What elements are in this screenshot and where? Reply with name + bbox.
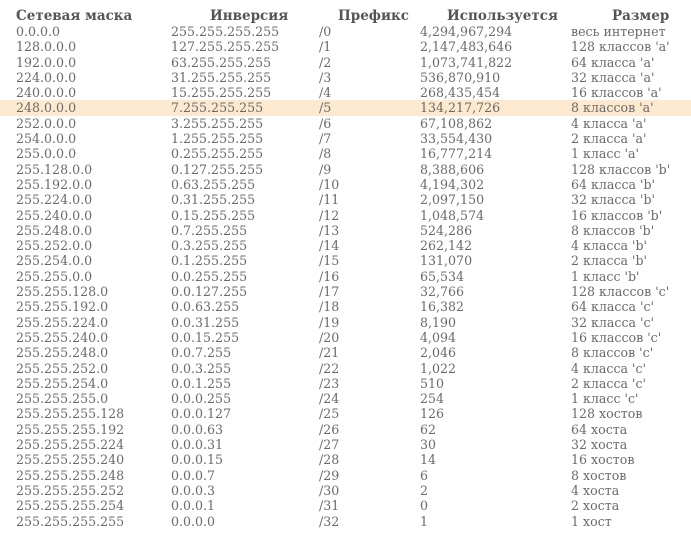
cell-used: 8,190 xyxy=(420,314,457,330)
table-row xyxy=(0,24,691,39)
cell-netmask: 255.248.0.0 xyxy=(16,222,93,238)
cell-prefix: /25 xyxy=(319,406,340,422)
cell-prefix: /9 xyxy=(319,161,332,177)
cell-used: 33,554,430 xyxy=(420,131,493,147)
table-body xyxy=(0,24,691,529)
cell-used: 1,022 xyxy=(420,360,457,376)
cell-used: 2,147,483,646 xyxy=(420,39,513,55)
table-row xyxy=(0,70,691,85)
cell-inversion: 0.3.255.255 xyxy=(171,238,248,254)
cell-used: 254 xyxy=(420,391,445,407)
cell-size: 4 хоста xyxy=(571,482,620,498)
cell-inversion: 0.1.255.255 xyxy=(171,253,248,269)
cell-inversion: 15.255.255.255 xyxy=(171,85,272,101)
cell-netmask: 128.0.0.0 xyxy=(16,39,77,55)
cell-used: 1,073,741,822 xyxy=(420,54,513,70)
cell-netmask: 224.0.0.0 xyxy=(16,69,77,85)
cell-prefix: /19 xyxy=(319,314,340,330)
cell-netmask: 255.255.192.0 xyxy=(16,299,109,315)
cell-prefix: /22 xyxy=(319,360,340,376)
cell-inversion: 0.0.31.255 xyxy=(171,314,240,330)
cell-used: 62 xyxy=(420,421,437,437)
table-row xyxy=(0,437,691,452)
cell-prefix: /1 xyxy=(319,39,332,55)
cell-inversion: 3.255.255.255 xyxy=(171,115,264,131)
cell-inversion: 0.127.255.255 xyxy=(171,161,264,177)
cell-netmask: 255.255.255.240 xyxy=(16,452,125,468)
table-row xyxy=(0,376,691,391)
cell-used: 32,766 xyxy=(420,284,465,300)
cell-used: 4,094 xyxy=(420,329,457,345)
cell-size: 8 классов 'a' xyxy=(569,100,691,115)
cell-used: 2 xyxy=(420,482,429,498)
cell-prefix: /30 xyxy=(319,482,340,498)
cell-size: 4 класса 'b' xyxy=(571,238,647,254)
table-row xyxy=(0,452,691,467)
cell-used: 4,194,302 xyxy=(420,176,485,192)
table-row xyxy=(0,406,691,421)
cell-inversion: 0.0.127.255 xyxy=(171,284,248,300)
cell-netmask: 255.255.255.252 xyxy=(16,482,125,498)
cell-netmask: 255.255.255.248 xyxy=(16,467,125,483)
table-row xyxy=(0,483,691,498)
cell-size: 4 класса 'c' xyxy=(571,360,646,376)
cell-inversion: 0.0.0.3 xyxy=(171,482,216,498)
cell-inversion: 0.0.0.15 xyxy=(171,452,224,468)
cell-size: 64 класса 'b' xyxy=(571,176,656,192)
cell-used: 8,388,606 xyxy=(420,161,485,177)
cell-netmask: 255.255.128.0 xyxy=(16,284,109,300)
cell-used: 536,870,910 xyxy=(420,69,501,85)
cell-prefix: /21 xyxy=(319,345,340,361)
cell-inversion: 31.255.255.255 xyxy=(171,69,272,85)
cell-prefix: /16 xyxy=(319,268,340,284)
cell-inversion: 0.0.0.63 xyxy=(171,421,224,437)
cell-used: 65,534 xyxy=(420,268,465,284)
cell-prefix: /20 xyxy=(319,329,340,345)
cell-prefix: /6 xyxy=(319,115,332,131)
cell-used: 4,294,967,294 xyxy=(420,24,513,39)
cell-inversion: 0.255.255.255 xyxy=(171,146,264,162)
cell-used: 134,217,726 xyxy=(420,100,569,115)
cell-size: 8 классов 'c' xyxy=(571,345,654,361)
cell-size: 2 класса 'a' xyxy=(571,131,647,147)
cell-size: 64 хоста xyxy=(571,421,628,437)
table-row xyxy=(0,55,691,70)
cell-size: 128 классов 'c' xyxy=(571,284,670,300)
cell-size: 2 класса 'b' xyxy=(571,253,647,269)
cell-used: 126 xyxy=(420,406,445,422)
column-header-inversion: Инверсия xyxy=(210,8,289,24)
cell-netmask: 255.255.248.0 xyxy=(16,345,109,361)
cell-netmask: 255.255.254.0 xyxy=(16,375,109,391)
cell-prefix: /2 xyxy=(319,54,332,70)
cell-size: 1 класс 'b' xyxy=(571,268,640,284)
header-row xyxy=(0,0,691,24)
cell-used: 14 xyxy=(420,452,437,468)
cell-prefix: /18 xyxy=(319,299,340,315)
cell-size: 16 хостов xyxy=(571,452,635,468)
cell-prefix: /24 xyxy=(319,391,340,407)
cell-size: весь интернет xyxy=(571,24,666,39)
cell-netmask: 0.0.0.0 xyxy=(16,24,61,39)
cell-netmask: 192.0.0.0 xyxy=(16,54,77,70)
table-row xyxy=(0,192,691,207)
cell-prefix: /26 xyxy=(319,421,340,437)
cell-inversion: 1.255.255.255 xyxy=(171,131,264,147)
cell-netmask: 252.0.0.0 xyxy=(16,115,77,131)
cell-prefix: /0 xyxy=(319,24,332,39)
table-row xyxy=(0,116,691,131)
cell-size: 128 классов 'a' xyxy=(571,39,670,55)
table-row xyxy=(0,238,691,253)
cell-inversion: 0.0.255.255 xyxy=(171,268,248,284)
table-row xyxy=(0,422,691,437)
cell-inversion: 255.255.255.255 xyxy=(171,24,280,39)
cell-netmask: 255.252.0.0 xyxy=(16,238,93,254)
cell-size: 16 классов 'a' xyxy=(571,85,662,101)
cell-netmask: 255.254.0.0 xyxy=(16,253,93,269)
cell-inversion: 0.0.63.255 xyxy=(171,299,240,315)
table-row xyxy=(0,468,691,483)
cell-netmask: 255.255.224.0 xyxy=(16,314,109,330)
cell-size: 2 хоста xyxy=(571,498,620,514)
cell-netmask: 255.255.255.254 xyxy=(16,498,125,514)
cell-size: 8 классов 'b' xyxy=(571,222,655,238)
cell-prefix: /8 xyxy=(319,146,332,162)
cell-netmask: 255.255.240.0 xyxy=(16,329,109,345)
cell-prefix: /28 xyxy=(319,452,340,468)
cell-prefix: /10 xyxy=(319,176,340,192)
cell-size: 16 классов 'b' xyxy=(571,207,663,223)
cell-used: 16,777,214 xyxy=(420,146,493,162)
table-row xyxy=(0,315,691,330)
table-row xyxy=(0,131,691,146)
table-row xyxy=(0,284,691,299)
cell-netmask: 255.255.255.255 xyxy=(16,513,125,529)
table-row xyxy=(0,391,691,406)
cell-size: 32 класса 'b' xyxy=(571,192,656,208)
cell-prefix: /32 xyxy=(319,513,340,529)
table-row xyxy=(0,361,691,376)
cell-inversion: 0.0.0.0 xyxy=(171,513,216,529)
table-row xyxy=(0,146,691,161)
cell-inversion: 0.0.0.31 xyxy=(171,437,224,453)
cell-used: 6 xyxy=(420,467,429,483)
table-row xyxy=(0,39,691,54)
cell-prefix: /4 xyxy=(319,85,332,101)
cell-netmask: 255.255.252.0 xyxy=(16,360,109,376)
cell-used: 1 xyxy=(420,513,429,529)
column-header-used: Используется xyxy=(447,8,558,24)
cell-inversion: 63.255.255.255 xyxy=(171,54,272,70)
cell-used: 30 xyxy=(420,437,437,453)
cell-size: 8 хостов xyxy=(571,467,627,483)
cell-prefix: /17 xyxy=(319,284,340,300)
cell-used: 131,070 xyxy=(420,253,473,269)
cell-netmask: 255.0.0.0 xyxy=(16,146,77,162)
cell-prefix: /23 xyxy=(319,375,340,391)
cell-used: 1,048,574 xyxy=(420,207,485,223)
cell-inversion: 0.0.15.255 xyxy=(171,329,240,345)
cell-netmask: 240.0.0.0 xyxy=(16,85,77,101)
cell-netmask: 255.224.0.0 xyxy=(16,192,93,208)
cell-netmask: 255.240.0.0 xyxy=(16,207,93,223)
cell-size: 128 хостов xyxy=(571,406,643,422)
cell-size: 32 хоста xyxy=(571,437,628,453)
cell-size: 2 класса 'c' xyxy=(571,375,646,391)
cell-inversion: 0.0.3.255 xyxy=(171,360,232,376)
column-header-netmask: Сетевая маска xyxy=(16,8,133,24)
cell-used: 510 xyxy=(420,375,445,391)
table-row xyxy=(0,253,691,268)
cell-size: 1 класс 'a' xyxy=(571,146,639,162)
cell-size: 128 классов 'b' xyxy=(571,161,671,177)
cell-netmask: 255.255.255.0 xyxy=(16,391,109,407)
cell-prefix: /13 xyxy=(319,222,340,238)
cell-netmask: 255.255.255.192 xyxy=(16,421,125,437)
cell-prefix: /7 xyxy=(319,131,332,147)
cell-inversion: 0.0.0.7 xyxy=(171,467,216,483)
cell-prefix: /29 xyxy=(319,467,340,483)
cell-prefix: /31 xyxy=(319,498,340,514)
cell-inversion: 0.0.0.127 xyxy=(171,406,232,422)
cell-inversion: 7.255.255.255 xyxy=(171,100,319,115)
cell-prefix: /11 xyxy=(319,192,340,208)
table-row xyxy=(0,514,691,529)
cell-prefix: /5 xyxy=(319,100,420,115)
table-row xyxy=(0,498,691,513)
table-row xyxy=(0,177,691,192)
cell-size: 4 класса 'a' xyxy=(571,115,647,131)
cell-size: 32 класса 'c' xyxy=(571,314,655,330)
cell-prefix: /12 xyxy=(319,207,340,223)
cell-used: 524,286 xyxy=(420,222,473,238)
cell-inversion: 0.31.255.255 xyxy=(171,192,256,208)
cell-used: 2,046 xyxy=(420,345,457,361)
cell-size: 16 классов 'c' xyxy=(571,329,662,345)
cell-prefix: /14 xyxy=(319,238,340,254)
table-row xyxy=(0,208,691,223)
cell-inversion: 0.0.0.1 xyxy=(171,498,216,514)
table-row xyxy=(0,299,691,314)
cell-prefix: /3 xyxy=(319,69,332,85)
cell-netmask: 255.255.255.128 xyxy=(16,406,125,422)
table-row xyxy=(0,330,691,345)
cell-inversion: 127.255.255.255 xyxy=(171,39,280,55)
table-row xyxy=(0,345,691,360)
cell-netmask: 255.255.0.0 xyxy=(16,268,93,284)
cell-size: 64 класса 'c' xyxy=(571,299,655,315)
cell-inversion: 0.0.7.255 xyxy=(171,345,232,361)
column-header-size: Размер xyxy=(612,8,670,24)
cell-prefix: /27 xyxy=(319,437,340,453)
cell-size: 1 хост xyxy=(571,513,612,529)
cell-inversion: 0.63.255.255 xyxy=(171,176,256,192)
column-header-prefix: Префикс xyxy=(338,8,409,24)
cell-used: 2,097,150 xyxy=(420,192,485,208)
cell-netmask: 255.128.0.0 xyxy=(16,161,93,177)
cell-size: 64 класса 'a' xyxy=(571,54,655,70)
table-row xyxy=(0,223,691,238)
cell-inversion: 0.15.255.255 xyxy=(171,207,256,223)
cell-prefix: /15 xyxy=(319,253,340,269)
cell-size: 32 класса 'a' xyxy=(571,69,655,85)
cell-used: 0 xyxy=(420,498,429,514)
cell-used: 67,108,862 xyxy=(420,115,493,131)
table-row xyxy=(0,162,691,177)
table-header xyxy=(0,0,691,24)
cell-netmask: 248.0.0.0 xyxy=(0,100,171,115)
cell-netmask: 255.255.255.224 xyxy=(16,437,125,453)
cell-netmask: 255.192.0.0 xyxy=(16,176,93,192)
cell-netmask: 254.0.0.0 xyxy=(16,131,77,147)
cell-inversion: 0.0.0.255 xyxy=(171,391,232,407)
cell-used: 262,142 xyxy=(420,238,473,254)
cell-used: 268,435,454 xyxy=(420,85,501,101)
table-row-highlighted xyxy=(0,100,691,115)
cell-inversion: 0.7.255.255 xyxy=(171,222,248,238)
cell-used: 16,382 xyxy=(420,299,465,315)
table-row xyxy=(0,85,691,100)
table-row xyxy=(0,269,691,284)
cell-size: 1 класс 'c' xyxy=(571,391,639,407)
cell-inversion: 0.0.1.255 xyxy=(171,375,232,391)
